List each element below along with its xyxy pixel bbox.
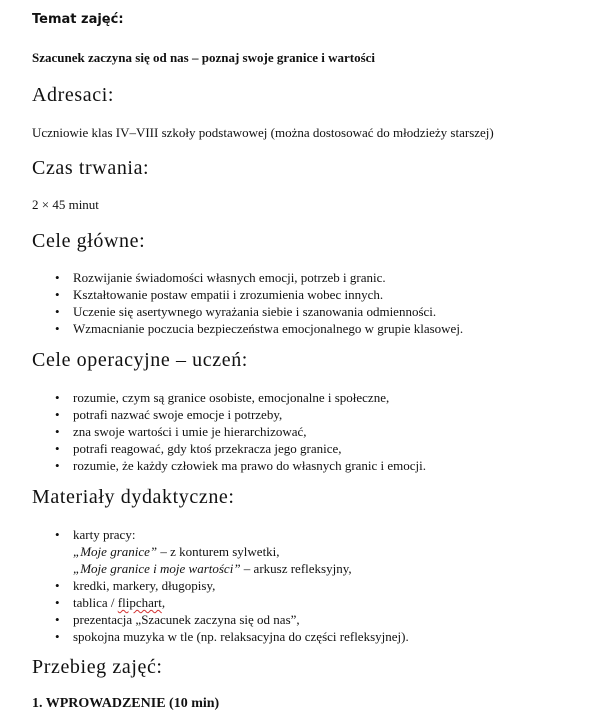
worksheet-description: – arkusz refleksyjny, [240, 561, 352, 576]
topic-title: Szacunek zaczyna się od nas – poznaj swoje granice i wartości [32, 50, 376, 65]
list-item: • rozumie, czym są granice osobiste, emocjonalne i społeczne, [55, 389, 426, 406]
list-item-worksheet-boundaries [55, 543, 409, 560]
worksheet-title: „Moje granice” [73, 544, 158, 559]
list-item: • Rozwijanie świadomości własnych emocji, potrzeb i granic. [55, 269, 463, 286]
list-item-pens: • kredki, markery, długopisy, [55, 577, 409, 594]
list-item: • Uczenie się asertywnego wyrażania siebie i szanowania odmienności. [55, 303, 463, 320]
list-item-music: • spokojna muzyka w tle (np. relaksacyjna do części refleksyjnej). [55, 628, 409, 645]
duration-heading: Czas trwania: [32, 157, 150, 179]
operational-goals-heading: Cele operacyjne – uczeń: [32, 349, 248, 371]
materials-list [55, 526, 409, 645]
audience-text: Uczniowie klas IV–VIII szkoły podstawowej (można dostosować do młodzieży starszej) [32, 125, 494, 140]
list-item-worksheet-values [55, 560, 409, 577]
list-item: • Kształtowanie postaw empatii i zrozumienia wobec innych. [55, 286, 463, 303]
operational-goals-list [55, 389, 426, 474]
worksheet-description: – z konturem sylwetki, [157, 544, 280, 559]
audience-heading: Adresaci: [32, 84, 115, 106]
main-goals-list [55, 269, 463, 337]
list-item-board [55, 594, 409, 611]
list-item-presentation: • prezentacja „Szacunek zaczyna się od nas”, [55, 611, 409, 628]
list-item: • Wzmacnianie poczucia bezpieczeństwa emocjonalnego w grupie klasowej. [55, 320, 463, 337]
topic-label: Temat zajęć: [32, 12, 124, 27]
duration-text: 2 × 45 minut [32, 197, 99, 212]
board-prefix: tablica / [73, 595, 118, 610]
list-item-worksheets: • karty pracy: [55, 526, 409, 543]
list-item: • rozumie, że każdy człowiek ma prawo do własnych granic i emocji. [55, 457, 426, 474]
list-item: • potrafi nazwać swoje emocje i potrzeby, [55, 406, 426, 423]
course-heading: Przebieg zajęć: [32, 656, 163, 678]
main-goals-heading: Cele główne: [32, 230, 146, 252]
worksheet-title: „Moje granice i moje wartości” [73, 561, 241, 576]
materials-heading: Materiały dydaktyczne: [32, 486, 235, 508]
step-heading: 1. WPROWADZENIE (10 min) [32, 696, 220, 711]
list-item: • zna swoje wartości i umie je hierarchizować, [55, 423, 426, 440]
list-item: • potrafi reagować, gdy ktoś przekracza jego granice, [55, 440, 426, 457]
flipchart-word: flipchart [117, 595, 162, 610]
board-suffix: , [161, 595, 166, 610]
